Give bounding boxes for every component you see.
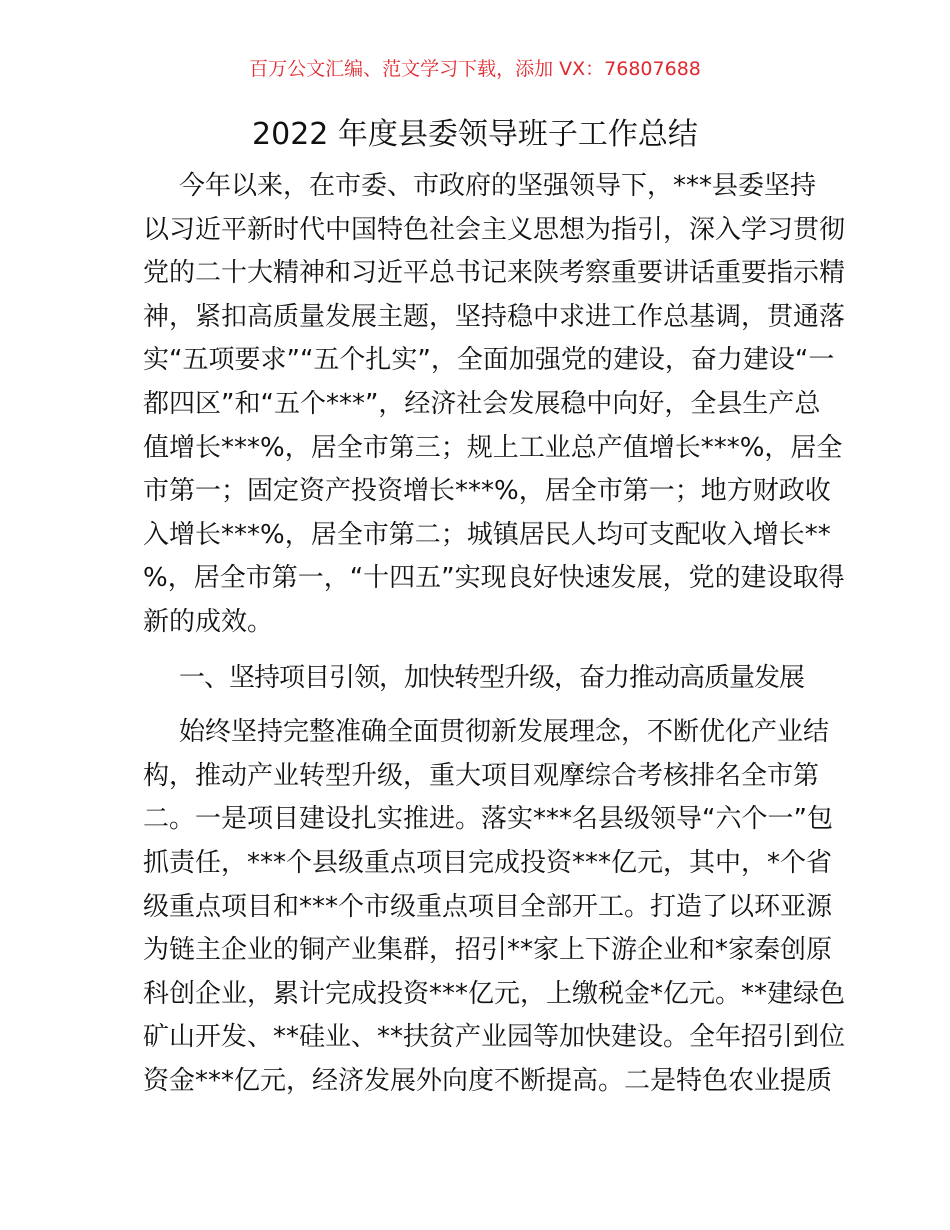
text-line: 今年以来，在市委、市政府的坚强领导下，***县委坚持	[179, 171, 817, 201]
text-line: 都四区”和“五个***”，经济社会发展稳中向好，全县生产总	[143, 388, 821, 419]
document-body	[143, 165, 846, 1103]
paragraph-section-1	[143, 711, 846, 1103]
text-line: 资金***亿元，经济发展外向度不断提高。二是特色农业提质	[143, 1065, 833, 1096]
text-line: 构，推动产业转型升级，重大项目观摩综合考核排名全市第	[143, 760, 820, 791]
section-heading-1: 一、坚持项目引领，加快转型升级，奋力推动高质量发展	[179, 662, 805, 693]
text-line: 入增长***%，居全市第二；城镇居民人均可支配收入增长**	[143, 519, 831, 550]
text-line: 以习近平新时代中国特色社会主义思想为指引，深入学习贯彻	[143, 214, 846, 245]
text-line: 矿山开发、**硅业、**扶贫产业园等加快建设。全年招引到位	[143, 1022, 846, 1053]
text-line: 科创企业，累计完成投资***亿元，上缴税金*亿元。**建绿色	[143, 978, 846, 1009]
document-title: 2022 年度县委领导班子工作总结	[252, 117, 698, 152]
text-line: 党的二十大精神和习近平总书记来陕考察重要讲话重要指示精	[143, 258, 846, 289]
text-line: 值增长***%，居全市第三；规上工业总产值增长***%，居全	[143, 432, 843, 463]
text-line: 二。一是项目建设扎实推进。落实***名县级领导“六个一”包	[143, 804, 833, 835]
paragraph-intro	[143, 165, 846, 645]
text-line: 神，紧扣高质量发展主题，坚持稳中求进工作总基调，贯通落	[143, 301, 846, 332]
text-line: 新的成效。	[143, 606, 274, 637]
text-line: 始终坚持完整准确全面贯彻新发展理念，不断优化产业结	[179, 717, 830, 748]
text-line: 为链主企业的铜产业集群，招引**家上下游企业和*家秦创原	[143, 935, 833, 966]
text-line: 市第一；固定资产投资增长***%，居全市第一；地方财政收	[143, 476, 831, 507]
text-line: 实“五项要求”“五个扎实”，全面加强党的建设，奋力建设“一	[143, 345, 835, 376]
text-line: %，居全市第一，“十四五”实现良好快速发展，党的建设取得	[143, 563, 845, 594]
watermark-banner: 百万公文汇编、范文学习下载，添加 VX：76807688	[249, 58, 701, 80]
text-line: 抓责任，***个县级重点项目完成投资***亿元，其中，*个省	[143, 847, 833, 878]
text-line: 级重点项目和***个市级重点项目全部开工。打造了以环亚源	[143, 891, 833, 922]
